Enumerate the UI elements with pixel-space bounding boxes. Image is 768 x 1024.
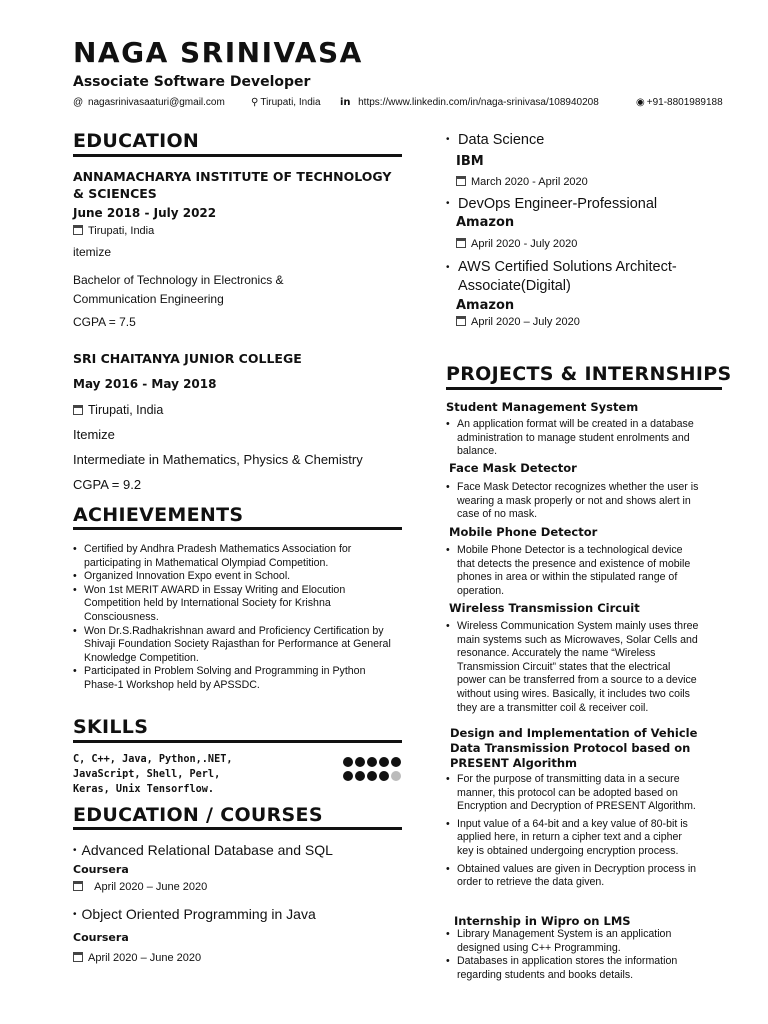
rating-dot-filled bbox=[379, 771, 389, 781]
course-provider: Coursera bbox=[73, 931, 129, 944]
achievements-rule bbox=[73, 527, 402, 530]
project-bullets bbox=[446, 773, 701, 890]
calendar-icon bbox=[73, 405, 83, 415]
certification-name: • Data Science bbox=[446, 132, 545, 148]
rating-dot-filled bbox=[379, 757, 389, 767]
rating-dot-filled bbox=[343, 771, 353, 781]
education-rule bbox=[73, 154, 402, 157]
project-title: Wireless Transmission Circuit bbox=[449, 601, 640, 615]
project-bullet: • Obtained values are given in Decryption process in order to retrieve the data given. bbox=[446, 863, 701, 890]
rating-dot-filled bbox=[367, 757, 377, 767]
candidate-name: NAGA SRINIVASA bbox=[73, 36, 363, 69]
email-text: nagasrinivasaaturi@gmail.com bbox=[87, 97, 225, 108]
project-bullets bbox=[446, 418, 701, 459]
project-bullet: • Input value of a 64-bit and a key value of 80-bit is applied here, in return a cipher text and a cipher key is obtained undergoing encryption process. bbox=[446, 818, 701, 859]
at-icon: @ bbox=[73, 97, 84, 108]
skills-line: Keras, Unix Tensorflow. bbox=[73, 784, 215, 795]
education-grade: CGPA = 9.2 bbox=[73, 477, 142, 492]
rating-dot-empty bbox=[391, 771, 401, 781]
institution-name: SRI CHAITANYA JUNIOR COLLEGE bbox=[73, 351, 302, 366]
education-location: Tirupati, India bbox=[73, 402, 163, 418]
project-bullet: • For the purpose of transmitting data in a secure manner, this protocol can be adopted based on Encryption and Decryption of PRESENT Algorithm. bbox=[446, 773, 701, 814]
linkedin-url: https://www.linkedin.com/in/naga-srinivasa/108940208 bbox=[358, 97, 599, 108]
education-degree: Bachelor of Technology in Electronics & Communication Engineering bbox=[73, 273, 284, 306]
calendar-icon bbox=[73, 225, 83, 235]
course-provider: Coursera bbox=[73, 863, 129, 876]
skills-heading: SKILLS bbox=[73, 716, 149, 738]
skills-line: JavaScript, Shell, Perl, bbox=[73, 769, 221, 780]
education-heading: EDUCATION bbox=[73, 130, 200, 152]
location-text: Tirupati, India bbox=[260, 97, 321, 108]
achievements-list bbox=[73, 543, 393, 693]
email-contact[interactable] bbox=[73, 97, 225, 108]
achievement-item: • Won Dr.S.Radhakrishnan award and Proficiency Certification by Shivaji Foundation Society Rajasthan for Performance at General Knowledge Competition. bbox=[73, 625, 393, 666]
achievement-item: • Participated in Problem Solving and Programming in Python Phase-1 Workshop held by APSSDC. bbox=[73, 665, 393, 692]
calendar-icon bbox=[456, 316, 466, 326]
education-degree: Intermediate in Mathematics, Physics & Chemistry bbox=[73, 452, 363, 467]
project-bullet: • Wireless Communication System mainly uses three main systems such as Microwaves, Solar Cells and resonance. Accurately the name “Wireless Transmission Circuit” states that the electrical power can be transferred from a source to a device without using wires. Basically, it includes two coils they are a transmitter coil & receiver coil. bbox=[446, 620, 701, 715]
job-title: Associate Software Developer bbox=[73, 74, 311, 90]
education-dates: June 2018 - July 2022 bbox=[73, 206, 217, 220]
rating-dot-filled bbox=[355, 771, 365, 781]
project-bullet: • An application format will be created in a database administration to manage student enrolments and balance. bbox=[446, 418, 701, 459]
map-pin-icon: ⚲ bbox=[251, 97, 259, 108]
courses-rule bbox=[73, 827, 402, 830]
phone-contact[interactable] bbox=[636, 97, 723, 108]
education-grade: CGPA = 7.5 bbox=[73, 315, 136, 329]
project-title: Student Management System bbox=[446, 400, 639, 414]
project-bullets bbox=[446, 481, 701, 522]
achievement-item: • Won 1st MERIT AWARD in Essay Writing and Elocution Competition held by International Society for Krishna Consciousness. bbox=[73, 584, 393, 625]
github-icon: ◉ bbox=[636, 97, 645, 108]
rating-dot-filled bbox=[391, 757, 401, 767]
project-bullet: • Face Mask Detector recognizes whether the user is wearing a mask properly or not and shows alert in case of no mask. bbox=[446, 481, 701, 522]
project-bullet: • Library Management System is an application designed using C++ Programming. bbox=[446, 928, 701, 955]
course-name: • Object Oriented Programming in Java bbox=[73, 906, 316, 922]
calendar-icon bbox=[456, 238, 466, 248]
certification-issuer: IBM bbox=[456, 154, 484, 169]
achievements-heading: ACHIEVEMENTS bbox=[73, 504, 244, 526]
education-location: Tirupati, India bbox=[73, 223, 154, 239]
project-bullet: • Databases in application stores the information regarding students and books details. bbox=[446, 955, 701, 982]
certification-dates: March 2020 - April 2020 bbox=[456, 176, 588, 188]
certification-issuer: Amazon bbox=[456, 298, 515, 313]
course-name: • Advanced Relational Database and SQL bbox=[73, 842, 333, 858]
rating-dot-filled bbox=[367, 771, 377, 781]
project-title: Face Mask Detector bbox=[449, 461, 577, 475]
project-title: Mobile Phone Detector bbox=[449, 525, 598, 539]
education-dates: May 2016 - May 2018 bbox=[73, 377, 217, 391]
phone-text: +91-8801989188 bbox=[646, 97, 723, 108]
courses-heading: EDUCATION / COURSES bbox=[73, 804, 323, 826]
projects-heading: PROJECTS & INTERNSHIPS bbox=[446, 363, 732, 385]
achievement-item: • Certified by Andhra Pradesh Mathematics Association for participating in Mathematical Olympiad Competition. bbox=[73, 543, 393, 570]
linkedin-icon: in bbox=[340, 97, 351, 108]
skills-text bbox=[73, 752, 232, 797]
rating-dot-filled bbox=[355, 757, 365, 767]
project-title: Design and Implementation of Vehicle Data Transmission Protocol based on PRESENT Algorithm bbox=[450, 726, 698, 770]
skills-rule bbox=[73, 740, 402, 743]
certification-name: • AWS Certified Solutions Architect-Associate(Digital) bbox=[446, 259, 677, 294]
project-bullet: • Mobile Phone Detector is a technological device that detects the presence and existence of mobile phones in area or within the stipulated range of operation. bbox=[446, 544, 701, 598]
calendar-icon bbox=[73, 952, 83, 962]
certification-name: • DevOps Engineer-Professional bbox=[446, 196, 658, 212]
rating-dot-filled bbox=[343, 757, 353, 767]
project-bullets bbox=[446, 620, 701, 715]
education-note: Itemize bbox=[73, 427, 115, 442]
course-dates: April 2020 – June 2020 bbox=[73, 881, 207, 893]
education-note: itemize bbox=[73, 245, 112, 259]
skills-line: C, C++, Java, Python,.NET, bbox=[73, 754, 233, 765]
calendar-icon bbox=[456, 176, 466, 186]
certification-dates: April 2020 – July 2020 bbox=[456, 316, 580, 328]
course-dates: April 2020 – June 2020 bbox=[73, 952, 201, 964]
institution-name: ANNAMACHARYA INSTITUTE OF TECHNOLOGY & SCIENCES bbox=[73, 169, 392, 201]
linkedin-contact[interactable] bbox=[340, 97, 599, 108]
project-title: Internship in Wipro on LMS bbox=[454, 914, 631, 928]
calendar-icon bbox=[73, 881, 83, 891]
projects-rule bbox=[446, 387, 722, 390]
skill-rating-2 bbox=[343, 768, 403, 786]
project-bullets bbox=[446, 544, 701, 598]
achievement-item: • Organized Innovation Expo event in School. bbox=[73, 570, 393, 584]
project-bullets bbox=[446, 928, 701, 982]
location-contact bbox=[251, 97, 321, 108]
certification-issuer: Amazon bbox=[456, 215, 515, 230]
certification-dates: April 2020 - July 2020 bbox=[456, 238, 577, 250]
